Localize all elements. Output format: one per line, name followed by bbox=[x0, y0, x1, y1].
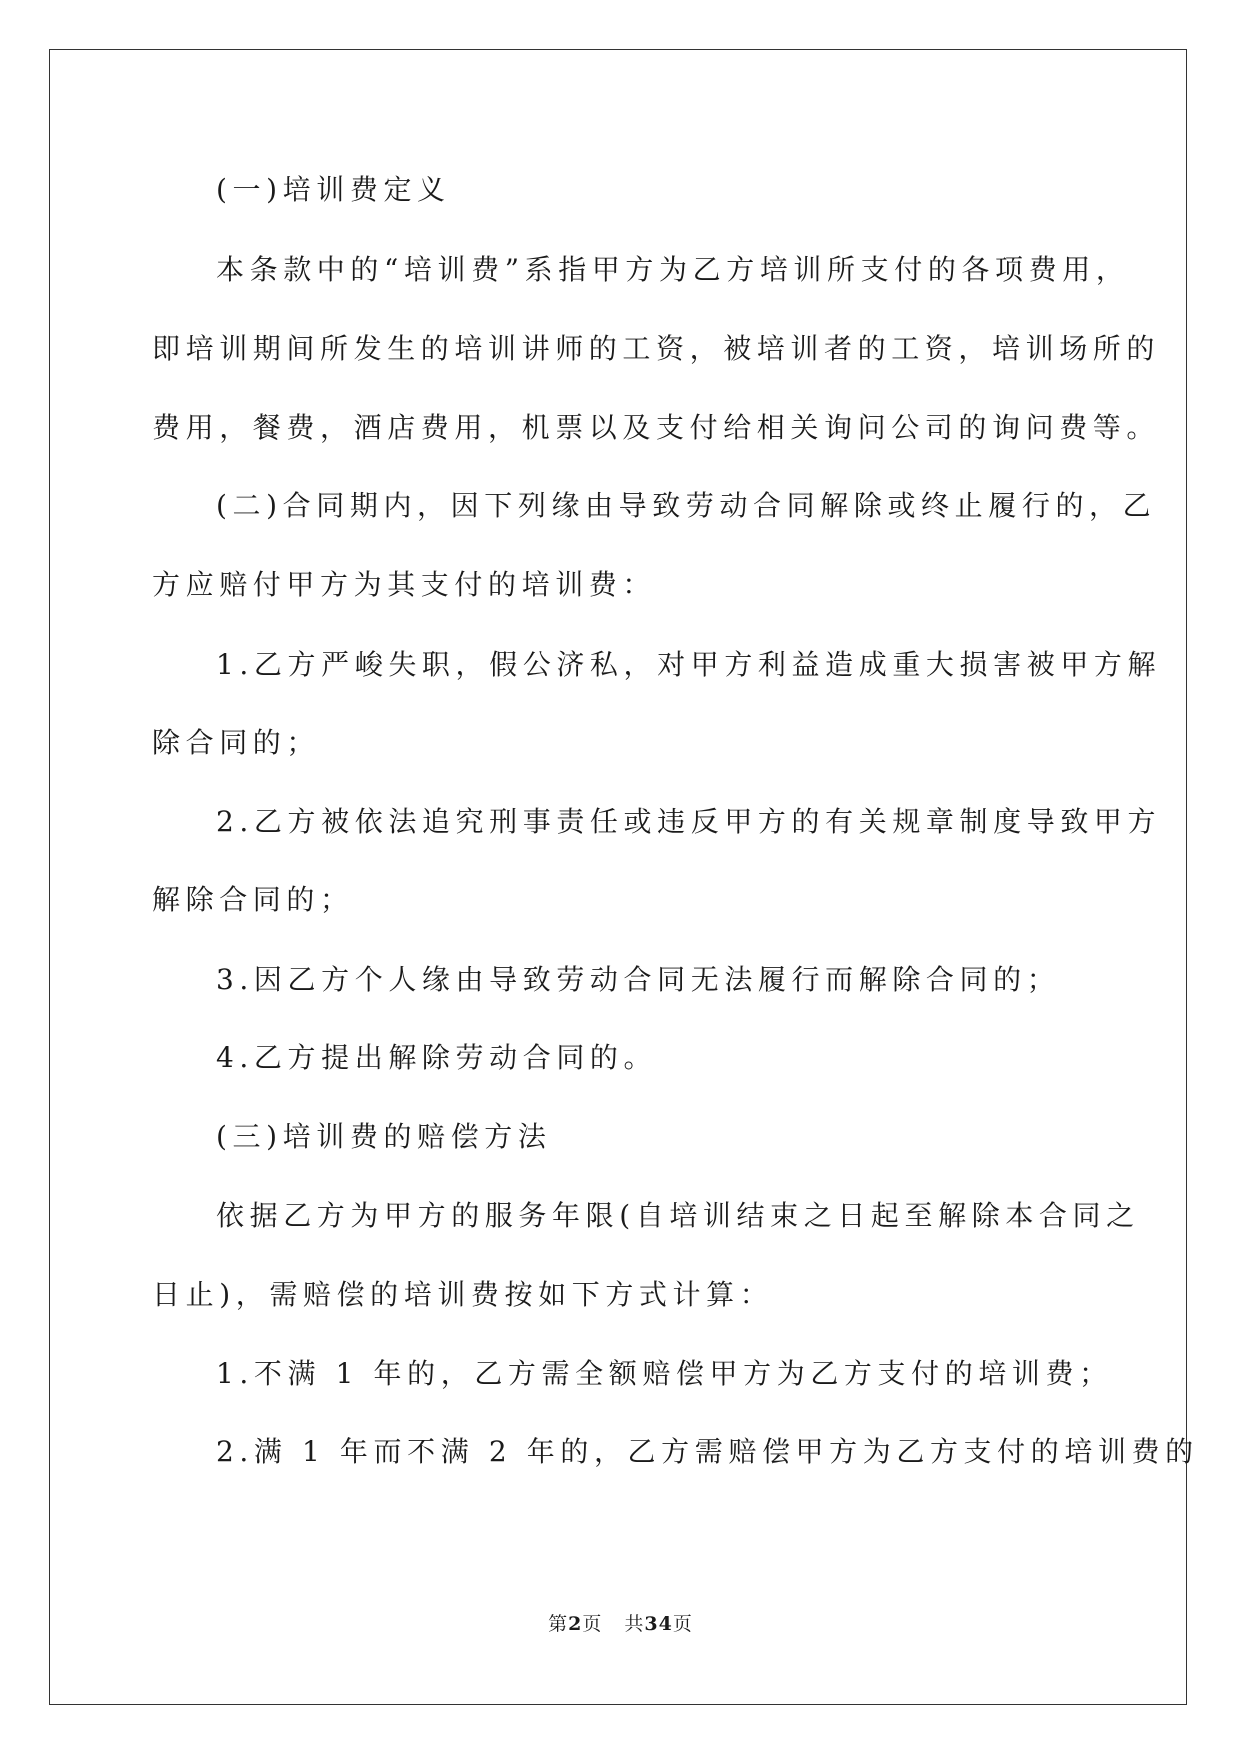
heading-compensation-method: (三)培训费的赔偿方法 bbox=[216, 1120, 552, 1153]
total-suffix: 页 bbox=[672, 1613, 693, 1635]
paragraph-line: 方应赔付甲方为其支付的培训费： bbox=[152, 568, 657, 601]
page-number: 2 bbox=[568, 1613, 583, 1635]
list-item-line: 2.满 1 年而不满 2 年的，乙方需赔偿甲方为乙方支付的培训费的 bbox=[216, 1435, 1199, 1468]
paragraph-line: (二)合同期内，因下列缘由导致劳动合同解除或终止履行的，乙 bbox=[216, 489, 1157, 522]
list-item-line: 1.乙方严峻失职，假公济私，对甲方利益造成重大损害被甲方解 bbox=[216, 648, 1162, 681]
heading-training-fee-definition: (一)培训费定义 bbox=[216, 173, 451, 206]
list-item-line: 2.乙方被依法追究刑事责任或违反甲方的有关规章制度导致甲方 bbox=[216, 805, 1162, 838]
total-prefix: 共 bbox=[624, 1613, 645, 1635]
page-prefix: 第 bbox=[548, 1613, 569, 1635]
list-item-line: 1.不满 1 年的，乙方需全额赔偿甲方为乙方支付的培训费； bbox=[216, 1357, 1113, 1390]
page-suffix: 页 bbox=[582, 1613, 603, 1635]
paragraph-line: 日止)，需赔偿的培训费按如下方式计算： bbox=[152, 1278, 774, 1311]
list-item-line: 除合同的； bbox=[152, 726, 321, 759]
paragraph-line: 即培训期间所发生的培训讲师的工资，被培训者的工资，培训场所的 bbox=[152, 332, 1161, 365]
list-item-line: 3.因乙方个人缘由导致劳动合同无法履行而解除合同的； bbox=[216, 963, 1061, 996]
paragraph-line: 本条款中的“培训费”系指甲方为乙方培训所支付的各项费用， bbox=[216, 253, 1130, 286]
list-item-line: 解除合同的； bbox=[152, 883, 354, 916]
paragraph-line: 依据乙方为甲方的服务年限(自培训结束之日起至解除本合同之 bbox=[216, 1199, 1140, 1232]
total-pages: 34 bbox=[644, 1613, 673, 1635]
list-item-line: 4.乙方提出解除劳动合同的。 bbox=[216, 1041, 658, 1074]
page-footer bbox=[0, 1612, 1241, 1636]
paragraph-line: 费用，餐费，酒店费用，机票以及支付给相关询问公司的询问费等。 bbox=[152, 411, 1161, 444]
